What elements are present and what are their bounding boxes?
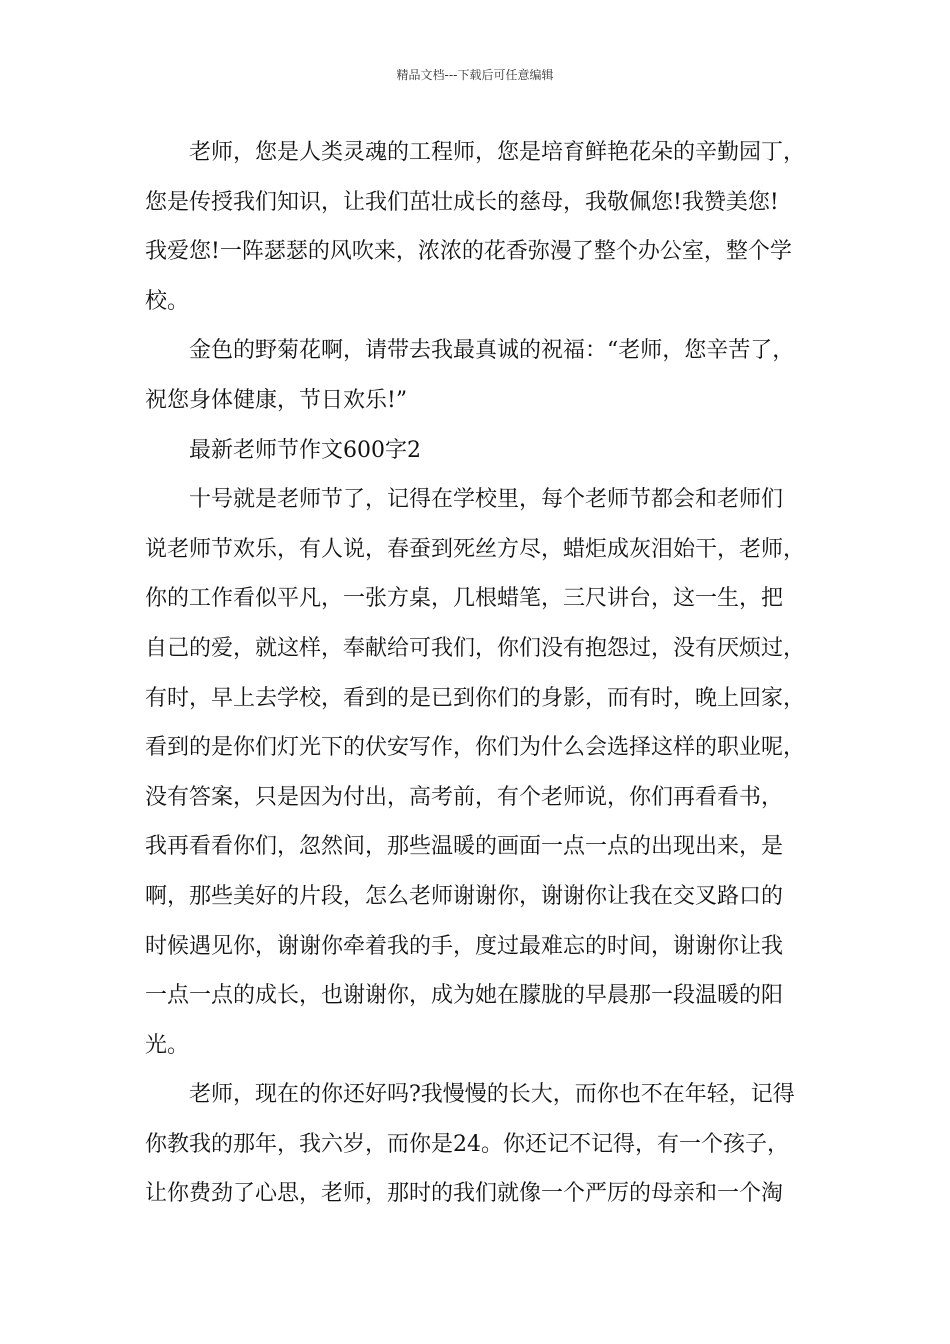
paragraph: [145, 128, 810, 326]
text-line: 校。: [145, 288, 190, 314]
page-header: 精品文档---下载后可任意编辑: [396, 68, 554, 82]
document-body: [145, 128, 810, 1219]
text-line: 看到的是你们灯光下的伏安写作，你们为什么会选择这样的职业呢，: [145, 735, 806, 761]
paragraph: [145, 1070, 810, 1219]
text-line: 啊，那些美好的片段，怎么老师谢谢你，谢谢你让我在交叉路口的: [145, 883, 784, 909]
text-line: 老师，您是人类灵魂的工程师，您是培育鲜艳花朵的辛勤园丁，: [189, 140, 806, 165]
text-line: 祝您身体健康，节日欢乐!”: [145, 387, 408, 413]
text-line: 您是传授我们知识，让我们茁壮成长的慈母，我敬佩您!我赞美您!: [145, 189, 779, 215]
text-line: 说老师节欢乐，有人说，春蚕到死丝方尽，蜡炬成灰泪始干，老师，: [145, 536, 806, 562]
text-line: 光。: [145, 1032, 190, 1058]
text-line: 我再看看你们，忽然间，那些温暖的画面一点一点的出现出来，是: [145, 834, 784, 860]
text-line: 你教我的那年，我六岁，而你是24。你还记不记得，有一个孩子，: [145, 1131, 789, 1157]
text-line: 一点一点的成长，也谢谢你，成为她在朦胧的早晨那一段温暖的阳: [145, 983, 784, 1009]
text-line: 十号就是老师节了，记得在学校里，每个老师节都会和老师们: [189, 487, 784, 513]
text-line: 时候遇见你，谢谢你牵着我的手，度过最难忘的时间，谢谢你让我: [145, 933, 784, 959]
text-line: 没有答案，只是因为付出，高考前，有个老师说，你们再看看书，: [145, 784, 784, 810]
text-line: 自己的爱，就这样，奉献给可我们，你们没有抱怨过，没有厌烦过，: [145, 635, 806, 661]
text-line: 我爱您!一阵瑟瑟的风吹来，浓浓的花香弥漫了整个办公室，整个学: [145, 239, 792, 265]
text-line: 老师，现在的你还好吗?我慢慢的长大，而你也不在年轻，记得: [189, 1082, 795, 1108]
text-line: 有时，早上去学校，看到的是已到你们的身影，而有时，晚上回家，: [145, 685, 806, 711]
text-line: 让你费劲了心思，老师，那时的我们就像一个严厉的母亲和一个淘: [145, 1181, 784, 1207]
text-line: 金色的野菊花啊，请带去我最真诚的祝福：“老师，您辛苦了，: [189, 338, 795, 364]
paragraph: [145, 475, 810, 1070]
text-line: 你的工作看似平凡，一张方桌，几根蜡笔，三尺讲台，这一生，把: [145, 586, 784, 612]
section-heading: [145, 426, 810, 476]
text-line: 最新老师节作文600字2: [189, 437, 421, 463]
paragraph: [145, 326, 810, 425]
